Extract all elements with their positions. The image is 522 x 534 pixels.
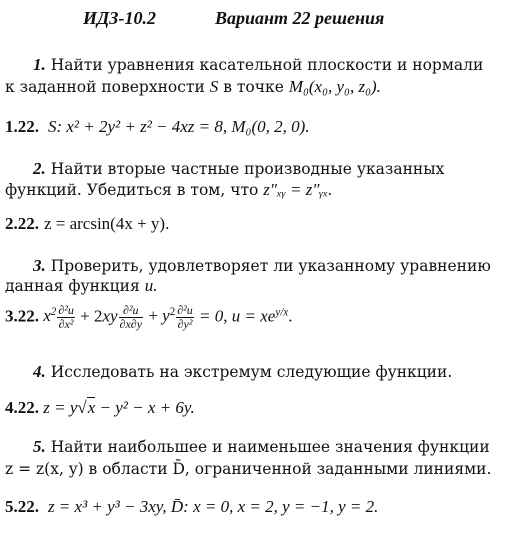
task1-formula: S: x² + 2y² + z² − 4xz = 8, M₀(0, 2, 0). [47, 117, 310, 136]
task1-line2-prefix: к заданной поверхности [5, 78, 205, 96]
task1-label: 1.22. [5, 117, 39, 136]
task1-number: 1. [33, 55, 46, 74]
task2-line1: Найти вторые частные производные указанных [50, 160, 445, 178]
task2-number: 2. [33, 159, 46, 178]
task3-exponent: y/x [275, 306, 289, 319]
task3-label: 3.22. [5, 306, 39, 326]
task5-label: 5.22. [5, 497, 39, 516]
task1-line1: Найти уравнения касательной плоскости и нормали [50, 56, 484, 74]
task2-text-line2 [5, 180, 332, 200]
task3-line2-prefix: данная функция [5, 277, 140, 295]
task4-formula-pre: z = y [43, 398, 78, 417]
doc-code: ИДЗ-10.2 [83, 8, 156, 28]
task4-number: 4. [33, 362, 46, 381]
task3-plus2: + $y^2$ [148, 306, 176, 326]
task4-sqrt-arg: x [87, 398, 96, 417]
task2-label: 2.22. [5, 214, 39, 233]
task2-formula: z = arcsin(4x + y). [43, 214, 170, 233]
task2-text-line1 [33, 159, 444, 179]
task4-exercise [5, 398, 195, 418]
task5-number: 5. [33, 437, 46, 456]
task3-exercise [5, 304, 292, 331]
task3-fraction-yy: $\frac{\text{∂²u}}{\text{∂y²}}$ [177, 303, 193, 331]
task5-line1: Найти наибольшее и наименьшее значения функции [50, 438, 490, 456]
task3-fraction-xx: $\frac{\text{∂²u}}{\text{∂x²}}$ [58, 303, 74, 331]
task2-line2-prefix: функций. Убедиться в том, что [5, 181, 259, 199]
task3-term1-coef: $x^2$ [43, 306, 57, 326]
task5-text-line2: z = z(x, y) в области D̄, ограниченной заданными линиями. [5, 460, 492, 478]
task3-function-u: u. [144, 276, 158, 295]
task1-surface-symbol: S [209, 77, 219, 96]
task1-text-line1 [33, 55, 483, 75]
task2-condition: z″ₓᵧ = z″ᵧₓ. [263, 180, 333, 199]
task1-in-point: в точке [223, 78, 284, 96]
task3-tail: = 0, u = xe [199, 306, 276, 326]
task2-exercise [5, 214, 169, 234]
sqrt-icon: √ [77, 398, 87, 417]
task4-text-line1 [33, 362, 452, 382]
task3-text-line1 [33, 256, 491, 276]
task5-text-line1 [33, 437, 490, 457]
task4-label: 4.22. [5, 398, 39, 417]
task1-point: M₀(x₀, y₀, z₀). [288, 77, 381, 96]
task3-text-line2 [5, 276, 157, 296]
task3-line1: Проверить, удовлетворяет ли указанному уравнению [50, 257, 491, 275]
task5-exercise [5, 497, 378, 517]
task1-exercise [5, 117, 310, 137]
task4-formula-post: − y² − x + 6y. [99, 398, 195, 417]
task1-text-line2 [5, 77, 381, 97]
task5-formula: z = x³ + y³ − 3xy, D̄: x = 0, x = 2, y = −1, y = 2. [47, 497, 379, 516]
task3-number: 3. [33, 256, 46, 275]
task3-plus1: + 2xy [80, 306, 118, 326]
variant-title: Вариант 22 решения [215, 8, 385, 28]
task3-tail-end: . [288, 306, 293, 326]
task3-fraction-xy: $\frac{\text{∂²u}}{\partial x\partial y}$ [119, 303, 143, 331]
task4-line1: Исследовать на экстремум следующие функции. [50, 363, 453, 381]
